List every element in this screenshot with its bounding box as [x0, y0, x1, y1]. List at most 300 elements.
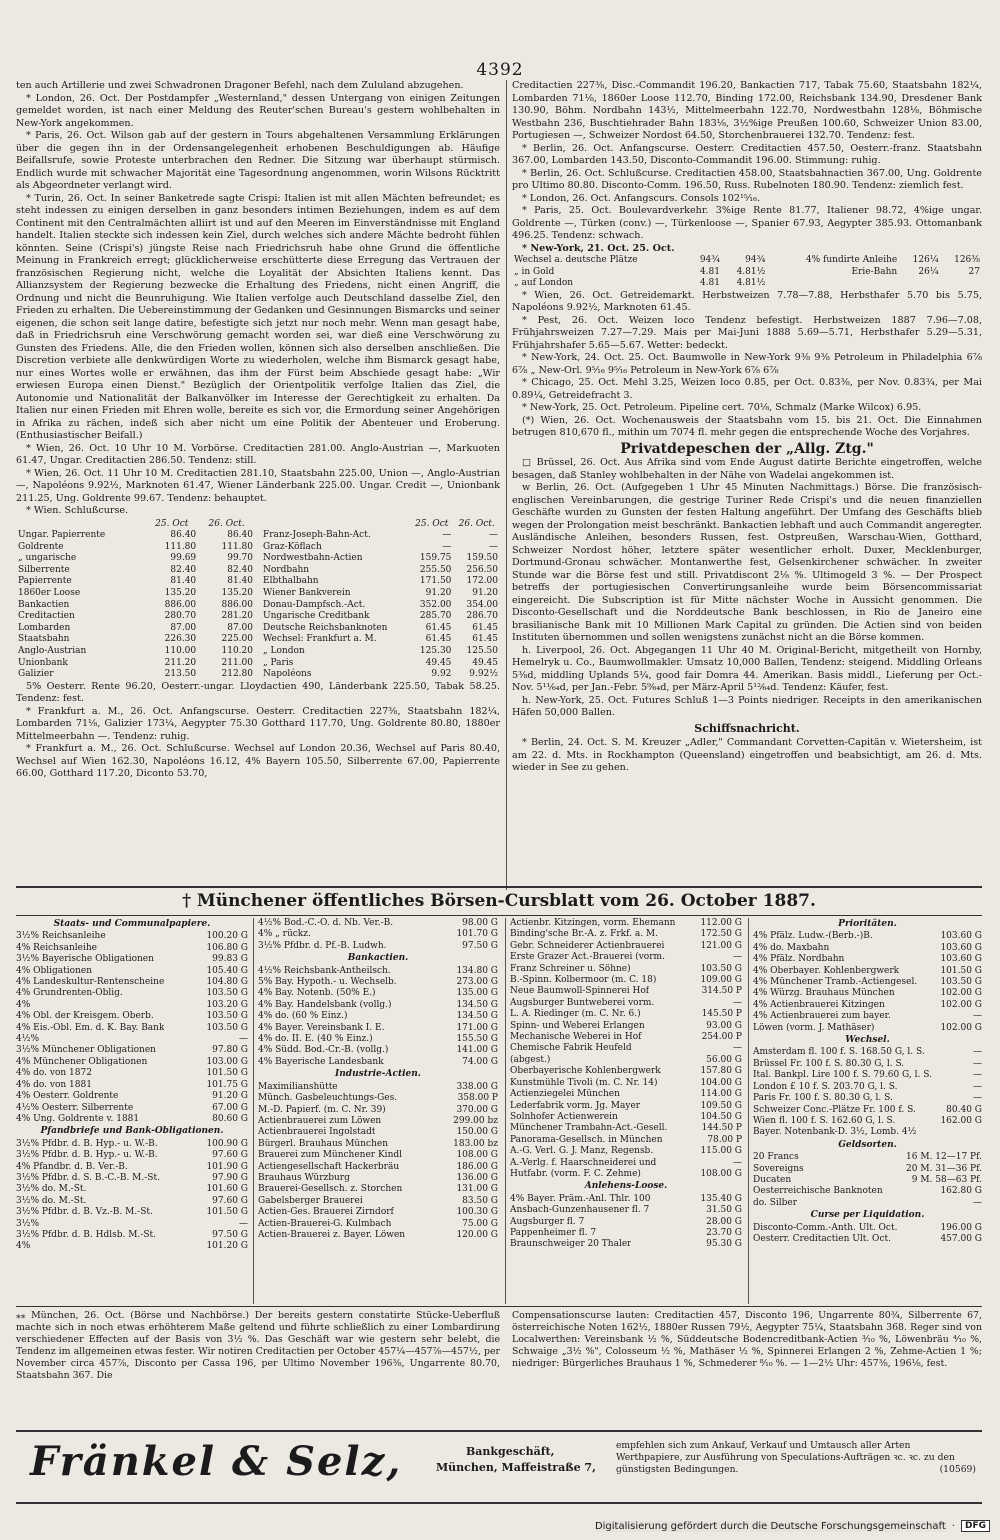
item-name: Spinn- und Weberei Erlangen	[510, 1020, 645, 1031]
digitization-footer	[460, 1516, 990, 1536]
list-item	[510, 1066, 742, 1077]
list-item	[753, 943, 982, 954]
item-value: 131.00 G	[456, 1184, 498, 1195]
footer-separator: ·	[951, 1520, 955, 1532]
list-item	[753, 1127, 982, 1138]
item-name: Actienbrauerei Ingolstadt	[258, 1127, 376, 1138]
list-item	[258, 1034, 498, 1045]
item-value: —	[733, 1043, 742, 1054]
item-name: 4% do. von 1881	[16, 1079, 92, 1090]
table-cell: Wechsel a. deutsche Plätze	[514, 255, 638, 265]
section-heading: Prioritäten.	[838, 919, 897, 929]
table-cell: Nordwestbahn-Actien	[263, 553, 363, 564]
item-value: —	[973, 1058, 982, 1069]
curs-bottom-rule	[16, 1306, 982, 1307]
article-wien-wochenausweis: (*) Wien, 26. Oct. Wochenausweis der Staatsbahn vom 15. bis 21. Oct. Die Einnahmen betrugen 810,670 fl., mithin um 7074 fl. mehr gegen die entsprechende Woche des Vorjahres.	[512, 414, 982, 439]
item-name: Chemische Fabrik Heufeld	[510, 1043, 632, 1054]
table-cell: Wiener Bankverein	[263, 588, 351, 599]
list-item	[510, 1228, 742, 1239]
list-item	[510, 1032, 742, 1043]
item-name: A.-G. Verl. G. J. Manz, Regensb.	[510, 1146, 654, 1157]
item-name: Actien-Brauerei-G. Kulmbach	[258, 1218, 392, 1229]
item-value: 104.00 G	[700, 1077, 742, 1088]
item-name: 3½%	[16, 1218, 40, 1229]
column-divider	[506, 80, 507, 890]
table-cell: 94¾	[745, 255, 766, 265]
section-heading: Wechsel.	[845, 1035, 890, 1046]
table-cell: 4.81	[699, 266, 720, 277]
list-item	[510, 1123, 742, 1134]
item-name: 4% Pfandbr. d. B. Ver.-B.	[16, 1161, 128, 1172]
table-cell: Ungarische Creditbank	[263, 611, 370, 622]
item-value: 103.50 G	[700, 963, 742, 974]
item-value: 104.50 G	[700, 1111, 742, 1122]
table-row	[16, 588, 255, 600]
article-zululand: ten auch Artillerie und zwei Schwadronen Dragoner Befehl, nach dem Zululand abzugehen.	[16, 80, 464, 91]
list-item	[510, 1158, 742, 1169]
list-item	[258, 1184, 498, 1195]
article-turin: * Turin, 26. Oct. In seiner Banketrede sagte Crispi: Italien ist mit allen Mächten befreundet; es steht indessen zu einigen derselben in ganz besonders intimen Beziehungen, indem es auf dem Continent mit den Centralmächten alliirt ist und auf den Meeren im Einverständnisse mit England handelt. Italien steckte sich indessen kein Ziel, durch welches sich andere Mächte bedroht fühlen könnten. Seine (Crispi's) jüngste Reise nach Friedrichsruh habe ohne Grund die öffentliche Meinung in Frankreich erregt; glücklicherweise erschütterte diese Erregung das Vertrauen der französischen Regierung nicht, welche die Loyalität der Absichten Italiens kennt. Das Allianzsystem der Regierung bezwecke die Erhaltung des Friedens, nicht einen Angriff, die Ordnung und nicht die Beunruhigung. Wie Italien verfolge auch Deutschland dasselbe Ziel, den Frieden zu erhalten. Die Uebereinstimmung der Gedanken und Gesinnungen Bismarcks und seiner eigenen, die schon seit lange datire, befestigte sich jetzt nur noch mehr. Wenn man gesagt habe, daß in Friedrichsruh eine Verschwörung gemacht worden sei, war dieß eine Verschwörung zu Gunsten des Friedens. Alle, die den Frieden wollen, können sich also derselben anschließen. Die Discretion verbiete alle denkwürdigen Worte zu wiederholen, welche ihm Bismarck gesagt habe, nur eines Wortes wolle er erwähnen, das ihm der Fürst beim Abschiede gesagt habe: „Wir erwiesen Europa einen Dienst." Bezüglich der Orientpolitik verfolge Italien das Ziel, die Autonomie und Nationalität der Balkanvölker im Interesse der Gerechtigkeit zu erhalten. Da Italien nur einen Frieden mit Ehren wolle, bereite es sich vor, die Ermordung seiner Angehörigen in Afrika zu rächen, indeß sich aber nicht um eine Politik der Abenteuer und Eroberung. (Enthusiastischer Beifall.)	[16, 192, 500, 441]
list-item	[16, 977, 248, 988]
boerse-muenchen	[16, 1310, 982, 1430]
table-cell: 352.00	[419, 599, 452, 610]
item-name: 4½% Reichsbank-Antheilsch.	[258, 965, 391, 976]
item-value: 105.40 G	[206, 965, 248, 976]
item-value: 102.00 G	[940, 999, 982, 1010]
table-cell: „ in Gold	[514, 266, 555, 277]
item-value: 80.40 G	[946, 1104, 982, 1115]
item-name: 4% Bayerische Landesbank	[258, 1056, 384, 1067]
table-row	[16, 646, 255, 658]
table-row	[261, 669, 500, 681]
table-row	[16, 611, 255, 623]
item-name: 4% do. II. E. (40 % Einz.)	[258, 1034, 373, 1045]
list-item	[16, 1011, 248, 1022]
item-value: 115.00 G	[700, 1146, 742, 1157]
table-cell: 159.50	[466, 553, 498, 564]
table-cell	[941, 278, 982, 290]
list-item	[510, 1217, 742, 1228]
list-item	[16, 988, 248, 999]
item-name: Panorama-Gesellsch. in München	[510, 1134, 663, 1145]
list-item	[510, 1205, 742, 1216]
list-item	[510, 1078, 742, 1089]
table-cell: Elbthalbahn	[263, 576, 319, 587]
list-item	[258, 1116, 498, 1127]
item-value: 103.00 G	[206, 1056, 248, 1067]
list-item	[16, 1230, 248, 1241]
item-name: 3½% do. M.-St.	[16, 1184, 87, 1195]
list-item	[753, 1023, 982, 1034]
ad-firm-name: Fränkel & Selz,	[30, 1438, 403, 1485]
table-row	[261, 588, 500, 600]
item-value: 155.50 G	[456, 1034, 498, 1045]
item-value: —	[973, 1081, 982, 1092]
table-cell: Franz-Joseph-Bahn-Act.	[263, 530, 371, 541]
list-item	[258, 1023, 498, 1034]
table-cell: 86.40	[170, 530, 197, 541]
item-name: Hutfabr. (vorm. F. C. Zehme)	[510, 1168, 641, 1179]
item-value: 97.60 G	[212, 1195, 248, 1206]
item-name: 4% Bayer. Vereinsbank I. E.	[258, 1022, 385, 1033]
privat-liverpool: h. Liverpool, 26. Oct. Abgegangen 11 Uhr 40 M. Original-Bericht, mitgetheilt von Hornby, Hemelryk u. Co., Baumwollmakler. Umsatz 10,000 Ballen, Tendenz: steigend. Middling Orleans 5⅜d, middling Uplands 5¼, good fair Domra 44. Amerikan. Basis middl., Lieferung per Oct.-Nov. 5¹¹⁄₆₄d, per Jan.-Febr. 5⁹⁄₆₄d, per März-April 5¹²⁄₆₄d. Tendenz: Käufer, fest.	[512, 644, 982, 694]
list-item	[16, 1162, 248, 1173]
item-name: Münchener Trambahn-Act.-Gesell.	[510, 1123, 668, 1134]
item-name: Augsburger fl. 7	[510, 1216, 585, 1227]
item-value: 457.00 G	[940, 1233, 982, 1244]
item-value: 103.50 G	[206, 988, 248, 999]
table-row	[16, 576, 255, 588]
item-name: Franz Schreiner u. Söhne)	[510, 963, 631, 974]
item-value: 135.00 G	[456, 988, 498, 999]
item-value: 101.90 G	[206, 1161, 248, 1172]
item-value: 136.00 G	[456, 1172, 498, 1183]
list-item	[16, 1150, 248, 1161]
table-cell: —	[489, 541, 498, 552]
ad-rule-bottom	[16, 1502, 982, 1504]
item-value: 299.00 bz	[453, 1115, 498, 1126]
item-name: Wien fl. 100 f. S. 162.60 G, l. S.	[753, 1115, 896, 1126]
list-item	[510, 941, 742, 952]
table-cell: 94¾	[699, 255, 720, 265]
table-cell: 82.40	[227, 564, 253, 575]
item-value: 162.80 G	[940, 1186, 982, 1197]
table-cell: 110.00	[164, 646, 197, 657]
item-name: A.-Verlg. f. Haarschneiderei und	[510, 1157, 657, 1168]
list-item	[258, 1219, 498, 1230]
item-name: Disconto-Comm.-Anth. Ult. Oct.	[753, 1222, 898, 1233]
item-name: 4% Bayer. Präm.-Anl. Thlr. 100	[510, 1193, 651, 1204]
list-item	[753, 1047, 982, 1058]
table-cell: 886.00	[164, 599, 197, 610]
item-value: —	[973, 1070, 982, 1081]
table-cell: 91.20	[472, 588, 498, 599]
item-value: 134.50 G	[456, 1011, 498, 1022]
list-item	[258, 918, 498, 929]
table-cell: 99.70	[227, 553, 253, 564]
table-cell: 81.40	[170, 576, 197, 587]
item-value: 186.00 G	[456, 1161, 498, 1172]
table-cell: 4% fundirte Anleihe	[805, 255, 898, 265]
table-cell: „ Paris	[263, 657, 294, 668]
table-row	[16, 530, 255, 542]
list-item	[753, 1000, 982, 1011]
item-value: —	[733, 1157, 742, 1168]
item-value: 134.50 G	[456, 999, 498, 1010]
article-pest: * Pest, 26. Oct. Weizen loco Tendenz befestigt. Herbstweizen 1887 7.96—7.08, Frühjahrsweizen 7.27—7.29. Mais per Mai-Juni 1888 5.69—5.71, Herbsthafer 5.29—5.31, Frühjahrshafer 5.65—5.67. Wetter: bedeckt.	[512, 314, 982, 351]
table-row	[261, 646, 500, 658]
list-item	[753, 1186, 982, 1197]
list-item	[16, 1173, 248, 1184]
item-name: Brauhaus Würzburg	[258, 1172, 350, 1183]
list-item	[16, 943, 248, 954]
item-name: Lederfabrik vorm. Jg. Mayer	[510, 1100, 641, 1111]
item-name: Binding'sche Br.-A. z. Frkf. a. M.	[510, 929, 659, 940]
list-item	[753, 1059, 982, 1070]
item-name: 4% Actienbrauerei Kitzingen	[753, 999, 885, 1010]
item-name: Neue Baumwoll-Spinnerei Hof	[510, 986, 650, 997]
table-cell: 135.20	[221, 588, 253, 599]
banner-rule-bottom	[16, 915, 982, 916]
item-value: —	[733, 952, 742, 963]
table-cell: 4.81	[699, 278, 720, 289]
list-item	[510, 1194, 742, 1205]
item-value: 101.60 G	[206, 1184, 248, 1195]
list-item	[510, 1146, 742, 1157]
item-name: Augsburger Buntweberei vorm.	[510, 997, 655, 1008]
list-item	[16, 954, 248, 965]
item-name: Ital. Bankpl. Lire 100 f. S. 79.60 G, l. S.	[753, 1070, 932, 1081]
item-name: 3½% Münchener Obligationen	[16, 1045, 156, 1056]
item-name: 5% Bay. Hypoth.- u. Wechselb.	[258, 977, 397, 988]
table-cell: 49.45	[425, 657, 452, 668]
list-item	[16, 1023, 248, 1034]
ad-firm-ref: (10569)	[939, 1463, 976, 1475]
item-name: 3½% Pfdbr. d. B. Hdlsb. M.-St.	[16, 1229, 156, 1240]
item-name: Pappenheimer fl. 7	[510, 1227, 597, 1238]
section-heading: Curse per Liquidation.	[810, 1210, 925, 1221]
item-value: 121.00 G	[700, 940, 742, 951]
item-value: 91.20 G	[212, 1091, 248, 1102]
table-cell: 225.00	[221, 634, 253, 645]
item-value: 134.80 G	[456, 965, 498, 976]
article-wien-vorborse: * Wien, 26. Oct. 10 Uhr 10 M. Vorbörse. Creditactien 281.00. Anglo-Austrian —, Markuoten 61.47, Ungar. Creditactien 286.50. Tendenz: still.	[16, 442, 500, 466]
item-value: 20 M. 31—36 Pf.	[906, 1163, 982, 1174]
item-name: Bayer. Notenbank-D. 3½, Lomb. 4½	[753, 1127, 917, 1138]
table-row	[261, 611, 500, 623]
curs-divider-1	[253, 918, 254, 1304]
item-value: 273.00 G	[456, 977, 498, 988]
item-value: 171.00 G	[456, 1022, 498, 1033]
table-cell: 26¼	[918, 266, 939, 277]
item-name: 4% Obl. der Kreisgem. Oberb.	[16, 1011, 154, 1022]
section-heading: Staats- und Communalpapiere.	[53, 919, 211, 929]
table-cell	[899, 278, 940, 290]
table-cell: 9.92½	[469, 669, 498, 680]
item-value: 9 M. 58—63 Pf.	[911, 1174, 982, 1185]
list-item	[16, 1114, 248, 1125]
item-value: 101.50 G	[206, 1068, 248, 1079]
item-value: 103.60 G	[940, 954, 982, 965]
item-value: 103.20 G	[206, 999, 248, 1010]
item-value: 358.00 P	[457, 1093, 498, 1104]
item-name: 4% Landeskultur-Rentenscheine	[16, 977, 165, 988]
table-cell: 256.50	[466, 564, 498, 575]
article-wien-rente: 5% Oesterr. Rente 96.20, Oesterr.-ungar. Lloydactien 490, Länderbank 225.50, Tabak 58.25. Tendenz: fest.	[16, 680, 500, 705]
item-value: 74.00 G	[462, 1056, 498, 1067]
item-value: 196.00 G	[940, 1222, 982, 1233]
item-name: 4½%	[16, 1034, 40, 1045]
item-name: 4%	[16, 1241, 31, 1252]
page-number: 4392	[476, 60, 524, 80]
item-value: 103.50 G	[206, 1022, 248, 1033]
table-cell: 171.50	[419, 576, 452, 587]
item-value: 101.50 G	[206, 1207, 248, 1218]
item-value: —	[973, 1011, 982, 1022]
item-name: 3½% Reichsanleihe	[16, 931, 106, 942]
list-item	[753, 1105, 982, 1116]
table-cell: 9.92	[431, 669, 452, 680]
item-value: 56.00 G	[706, 1054, 742, 1065]
list-item	[258, 1127, 498, 1138]
article-berlin-anfang: * Berlin, 26. Oct. Anfangscurse. Oesterr. Creditactien 457.50, Oesterr.-franz. Staatsbahn 367.00, Lombarden 143.50, Disconto-Commandit 196.00. Stimmung: ruhig.	[512, 142, 982, 166]
curs-column-4	[753, 918, 982, 1306]
table-cell: Silberrente	[18, 564, 70, 575]
list-item	[753, 1152, 982, 1163]
table-cell: 87.00	[170, 622, 197, 633]
list-item	[753, 931, 982, 942]
item-value: 97.90 G	[212, 1172, 248, 1183]
item-name: 3½% Bayerische Obligationen	[16, 954, 154, 965]
list-item	[753, 977, 982, 988]
item-name: M.-D. Papierf. (m. C. Nr. 39)	[258, 1104, 386, 1115]
privat-berlin: w Berlin, 26. Oct. (Aufgegeben 1 Uhr 45 Minuten Nachmittags.) Börse. Die französisch-englischen Vereinbarungen, die gestrige Turiner Rede Crispi's und die neuen finanziellen Geschäfte wurden zu Gunsten der festen Haltung angeführt. Der Umfang des Geschäfts blieb wegen der Prolongation meist beschränkt. Bankactien lebhaft und auch Commandit angeregter. Ausländische Anleihen, besonders Russen, fest. Ostpreußen, Warschau-Wien, Gotthard, Schweizer Nordost höher, letztere später wesentlicher erholt. Duxer, Mecklenburger, Dortmund-Gronau schwächer. Montanwerthe fest, Gelsenkirchener schwächer. In zweiter Stunde war die Börse fest und still. Privatdiscont 2⅛ %. Ultimogeld 3 %. — Der Prospect betreffs der portugiesischen Convertirungsanleihe wurde beim Börsencommissariat eingereicht. Die Subscription ist für Mitte nächster Woche in Aussicht genommen. Die Disconto-Gesellschaft und die Norddeutsche Bank beschlossen, in Rio de Janeiro eine brasilianische Bank mit 10 Millionen Mark Capital zu gründen. Die Actien sind von beiden Instituten übernommen und sollen wenigstens zunächst nicht an die Börse kommen.	[512, 482, 982, 644]
table-cell: „ ungarische	[18, 553, 77, 564]
item-value: 97.50 G	[462, 940, 498, 951]
table-row	[512, 267, 982, 279]
table-cell: Bankactien	[18, 599, 70, 610]
item-name: 4% Bay. Notenb. (50% E.)	[258, 988, 376, 999]
table-cell: 255.50	[419, 564, 452, 575]
item-name: Maximilianshütte	[258, 1081, 338, 1092]
item-name: Brauerei-Gesellsch. z. Storchen	[258, 1184, 403, 1195]
item-value: 100.30 G	[456, 1207, 498, 1218]
item-name: Brüssel Fr. 100 f. S. 80.30 G, l. S.	[753, 1058, 905, 1069]
item-name: 3½% Pfdbr. d. Pf.-B. Ludwh.	[258, 940, 387, 951]
list-item	[16, 1000, 248, 1011]
list-item	[258, 929, 498, 940]
section-heading: Anlehens-Loose.	[584, 1181, 668, 1192]
article-london: * London, 26. Oct. Der Postdampfer „Westernland," dessen Untergang von einigen Zeitungen gemeldet worden, ist nach einer Meldung des Reuter'schen Bureau's gestern wohlbehalten in New-York angekommen.	[16, 92, 500, 129]
article-newyork-petroleum: * New-York, 25. Oct. Petroleum. Pipeline cert. 70⅛, Schmalz (Marke Wilcox) 6.95.	[522, 402, 922, 414]
item-value: 95.30 G	[706, 1239, 742, 1250]
item-name: 4% Actienbrauerei zum bayer.	[753, 1011, 891, 1022]
table-cell: Deutsche Reichsbanknoten	[263, 622, 388, 633]
table-cell: 126¼	[912, 255, 939, 265]
list-item	[16, 1080, 248, 1091]
list-item	[16, 1196, 248, 1207]
list-item	[16, 1241, 248, 1252]
curs-divider-3	[748, 918, 749, 1304]
item-name: 4% Oberbayer. Kohlenbergwerk	[753, 965, 900, 976]
table-cell: 49.45	[472, 657, 498, 668]
list-item	[510, 1239, 742, 1250]
item-value: 97.50 G	[212, 1229, 248, 1240]
item-name: Löwen (vorm. J. Mathäser)	[753, 1022, 875, 1033]
table-cell: 285.70	[419, 611, 452, 622]
item-value: 104.80 G	[206, 977, 248, 988]
list-item	[258, 1196, 498, 1207]
item-value: 101.75 G	[206, 1079, 248, 1090]
table-cell: Goldrente	[18, 541, 64, 552]
list-item	[258, 1093, 498, 1104]
table-cell: 212.80	[221, 669, 253, 680]
list-item	[753, 1116, 982, 1127]
boerse-muenchen-left: ⁎⁎ München, 26. Oct. (Börse und Nachbörse.) Der bereits gestern constatirte Stücke-Ueberfluß machte sich in noch etwas erhöhterem Maße geltend und führte schließlich zu einer Lombardirung verschiedener Effecten auf der Basis von 3½ %. Das Geschäft war wie gestern sehr belebt, die Tendenz im allgemeinen etwas fester. Wir notiren Creditactien per October 457¼—457⅞—457½, per November circa 457⅞, Disconto per Cassa 196, per Ultimo November 196⅜, Ungarrente 80.70, Staatsbahn 367. Die	[16, 1310, 500, 1381]
item-value: 102.00 G	[940, 988, 982, 999]
table-cell: 286.70	[466, 611, 498, 622]
article-berlin-schluss: * Berlin, 26. Oct. Schlußcurse. Creditactien 458.00, Staatsbahnactien 367.00, Ung. Goldrente pro Ultimo 80.80. Disconto-Comm. 196.50, Russ. Rubelnoten 180.90. Tendenz: ziemlich fest.	[512, 167, 982, 191]
item-name: Solnhofer Actienwerein	[510, 1111, 618, 1122]
curs-divider-2	[505, 918, 506, 1304]
item-name: 4½% Oesterr. Silberrente	[16, 1102, 134, 1113]
item-name: Münch. Gasbeleuchtungs-Ges.	[258, 1093, 398, 1104]
item-value: 183.00 bz	[453, 1138, 498, 1149]
item-name: 3½% Pfdbr. d. B. Hyp.- u. W.-B.	[16, 1150, 158, 1161]
item-value: 16 M. 12—17 Pf.	[906, 1152, 982, 1163]
list-item	[753, 1011, 982, 1022]
list-item	[258, 966, 498, 977]
item-value: 162.00 G	[940, 1115, 982, 1126]
list-item	[753, 1082, 982, 1093]
table-cell	[767, 278, 899, 290]
list-item	[510, 929, 742, 940]
item-value: —	[239, 1218, 248, 1229]
table-row	[261, 565, 500, 577]
item-name: Ansbach-Gunzenhausener fl. 7	[510, 1205, 650, 1216]
table-cell: Unionbank	[18, 657, 68, 668]
item-name: 4% Südd. Bod.-Cr.-B. (vollg.)	[258, 1045, 389, 1056]
list-item	[510, 1009, 742, 1020]
schiff-title: Schiffsnachricht.	[694, 721, 800, 735]
wien-table-left: 25. Oct 26. Oct. Ungar. Papierrente 86.40 86.40 Goldrente 111.80 111.80 „ ungarische 99.69 99.70 Silberrente 82.40 82.40 Papierrente 81.40 81.40 1860er Loose 135.20 135.20 Bankactien 886.00 886.00 Creditactien 280.70 281.20 Lombarden 87.00 87.00 Staatsbahn 226.30 225.00 Anglo-Austrian 110.00 110.20 Unionbank 211.20 211.00 Galizier 213.50 212.80	[18, 518, 253, 680]
table-row	[261, 623, 500, 635]
item-value: 145.50 P	[701, 1009, 742, 1020]
item-name: Brauerei zum Münchener Kindl	[258, 1150, 402, 1161]
table-cell: 87.00	[227, 622, 253, 633]
item-name: Sovereigns	[753, 1163, 804, 1174]
list-item	[16, 1057, 248, 1068]
curs-column-3	[510, 918, 742, 1306]
table-row	[261, 600, 500, 612]
table-cell: 61.45	[472, 634, 498, 645]
item-name: Gebr. Schneiderer Actienbrauerei	[510, 940, 665, 951]
table-cell: 172.00	[466, 576, 498, 587]
table-cell: 91.20	[425, 588, 452, 599]
item-name: 4% Ung. Goldrente v. 1881	[16, 1113, 140, 1124]
item-value: 370.00 G	[456, 1104, 498, 1115]
item-value: —	[973, 1047, 982, 1058]
item-value: 338.00 G	[456, 1081, 498, 1092]
item-name: London £ 10 f. S. 203.70 G, l. S.	[753, 1081, 898, 1092]
item-name: Braunschweiger 20 Thaler	[510, 1239, 632, 1250]
list-item	[753, 1070, 982, 1081]
table-cell: 4.81½	[736, 278, 766, 289]
table-cell: 61.45	[425, 634, 452, 645]
list-item	[753, 1175, 982, 1186]
item-name: 3½% do. M.-St.	[16, 1195, 87, 1206]
item-value: 109.00 G	[700, 975, 742, 986]
article-chicago: * Chicago, 25. Oct. Mehl 3.25, Weizen loco 0.85, per Oct. 0.83⅜, per Nov. 0.83¾, per Mai 0.89¼, Getreidefracht 3.	[512, 377, 982, 401]
item-name: 4% Grundrenten-Oblig.	[16, 988, 123, 999]
list-item	[510, 1021, 742, 1032]
table-cell: 226.30	[164, 634, 197, 645]
right-column	[512, 80, 982, 880]
table-row	[261, 658, 500, 670]
list-item	[258, 1105, 498, 1116]
list-item	[510, 918, 742, 929]
table-cell: Napoléons	[263, 669, 312, 680]
list-item	[16, 1103, 248, 1114]
table-row	[261, 576, 500, 588]
table-cell: Wechsel: Frankfurt a. M.	[263, 634, 377, 645]
list-item	[753, 1164, 982, 1175]
item-value: 102.00 G	[940, 1022, 982, 1033]
list-item	[258, 1230, 498, 1241]
item-value: 103.50 G	[940, 977, 982, 988]
item-name: 4% Würzg. Brauhaus München	[753, 988, 895, 999]
table-cell: —	[442, 541, 452, 552]
